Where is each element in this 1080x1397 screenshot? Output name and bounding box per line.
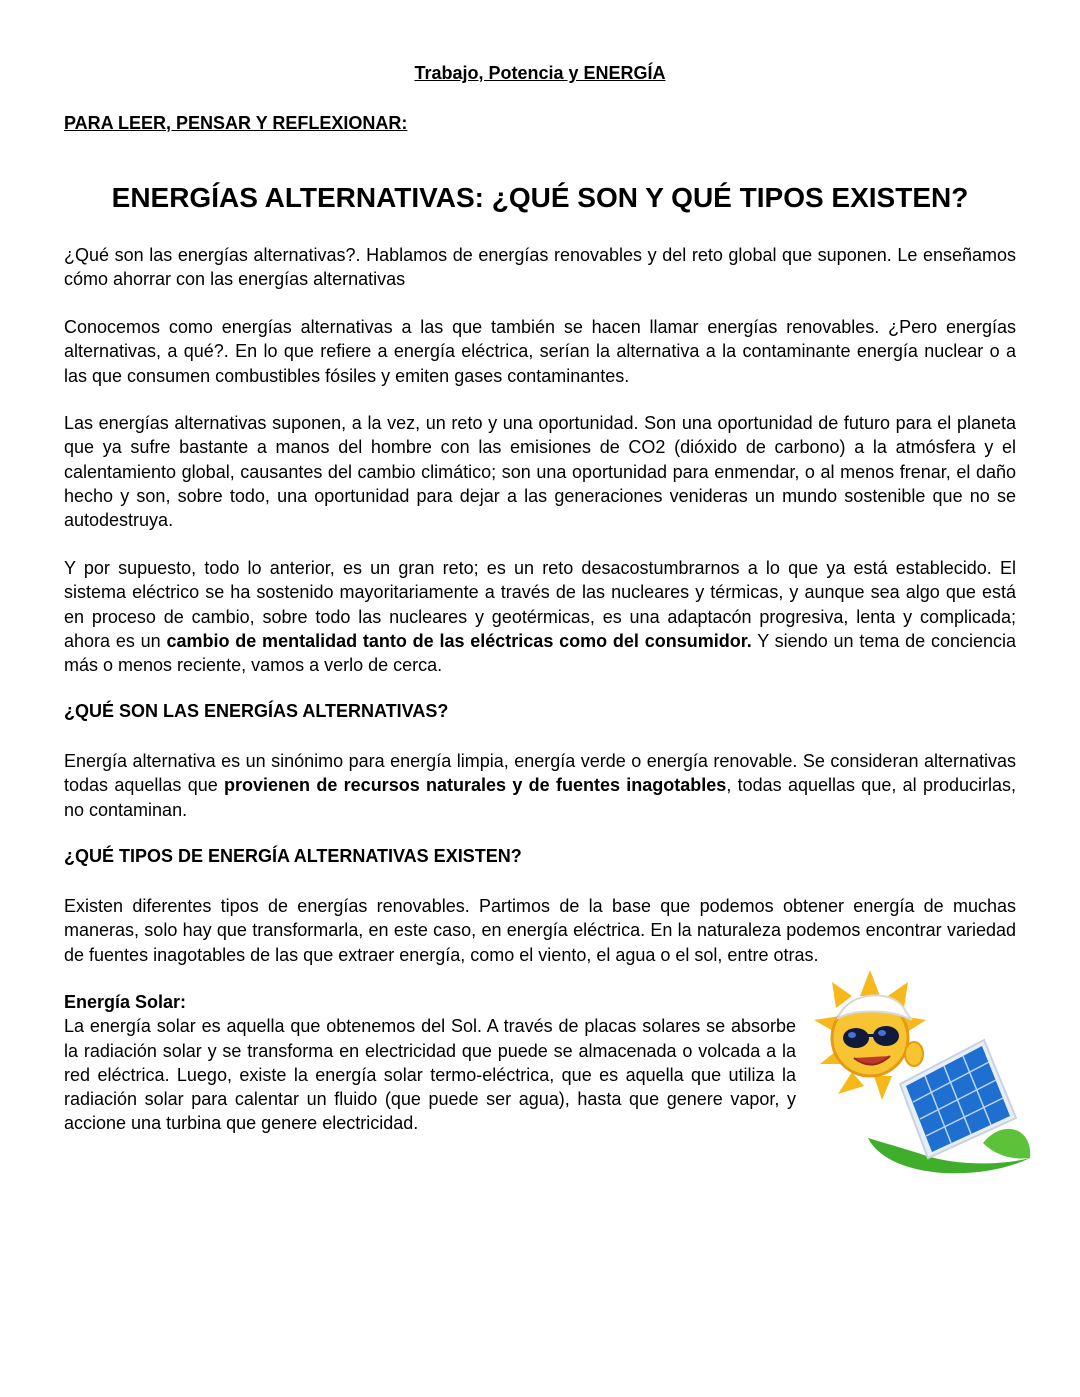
main-heading: ENERGÍAS ALTERNATIVAS: ¿QUÉ SON Y QUÉ TIPOS EXISTEN? <box>111 182 969 213</box>
sun-hand <box>905 1042 923 1066</box>
heading-types: ¿QUÉ TIPOS DE ENERGÍA ALTERNATIVAS EXISTEN? <box>64 846 522 866</box>
solar-energy-section <box>64 990 796 1136</box>
paragraph-synonym-emphasis: provienen de recursos naturales y de fuentes inagotables <box>224 775 727 796</box>
paragraph-change <box>64 556 1016 677</box>
leaf <box>983 1129 1030 1159</box>
solar-energy-text: La energía solar es aquella que obtenemos del Sol. A través de placas solares se absorbe la radiación solar y se transforma en electricidad que puede se almacenada o volcada a la red eléctrica. Luego, existe la energía solar termo-eléctrica, que es aquella que utiliza la radiación solar para calentar un fluido (que puede ser agua), hasta que genere vapor, y accione una turbina que genere electricidad. <box>64 1016 796 1134</box>
heading-what-are: ¿QUÉ SON LAS ENERGÍAS ALTERNATIVAS? <box>64 701 449 721</box>
paragraph-synonym-text-a: Energía alternativa es un sinónimo para energía limpia, energía verde o energía renovable. Se consideran alternativas todas aquellas que <box>64 751 1016 796</box>
intro-paragraph: ¿Qué son las energías alternativas?. Hablamos de energías renovables y del reto global que suponen. Le enseñamos cómo ahorrar con las energías alternativas <box>64 245 1016 290</box>
paragraph-change-text-a: Y por supuesto, todo lo anterior, es un gran reto; es un reto desacostumbrarnos a lo que ya está establecido. El sistema eléctrico se ha sostenido mayoritariamente a través de las nucleares y térmicas, y aunque sea algo que está en proceso de cambio, sobre todo las nucleares y geotérmicas, es una adaptacón progresiva, lenta y complicada; ahora es un <box>64 558 1016 651</box>
document-title: Trabajo, Potencia y ENERGÍA <box>414 63 666 83</box>
paragraph-change-text-b: Y siendo un tema de conciencia más o menos reciente, vamos a verlo de cerca. <box>64 630 1016 676</box>
paragraph-definition: Conocemos como energías alternativas a las que también se hacen llamar energías renovables. ¿Pero energías alternativas, a qué?. En lo que refiere a energía eléctrica, serían la alternativa a la contaminante energía nuclear o a las que consumen combustibles fósiles y emiten gases contaminantes. <box>64 317 1016 386</box>
paragraph-synonym <box>64 749 1016 822</box>
solar-energy-title: Energía Solar: <box>64 992 187 1012</box>
sun-solar-panel-icon <box>808 968 1038 1178</box>
paragraph-synonym-text-b: , todas aquellas que, al producirlas, no contaminan. <box>64 775 1016 820</box>
section-label: PARA LEER, PENSAR Y REFLEXIONAR: <box>64 113 408 133</box>
sun-solar-panel-illustration <box>808 968 1038 1178</box>
paragraph-challenge: Las energías alternativas suponen, a la vez, un reto y una oportunidad. Son una oportunidad de futuro para el planeta que ya sufre bastante a manos del hombre con las emisiones de CO2 (dióxido de carbono) a la atmósfera y el calentamiento global, causantes del cambio climático; son una oportunidad para enmendar, o al menos frenar, el daño hecho y son, sobre todo, una oportunidad para dejar a las generaciones venideras un mundo sostenible que no se autodestruya. <box>64 413 1016 531</box>
paragraph-types: Existen diferentes tipos de energías renovables. Partimos de la base que podemos obtener energía de muchas maneras, solo hay que transformarla, en este caso, en energía eléctrica. En la naturaleza podemos encontrar variedad de fuentes inagotables de las que extraer energía, como el viento, el agua o el sol, entre otras. <box>64 896 1016 965</box>
paragraph-change-emphasis: cambio de mentalidad tanto de las eléctricas como del consumidor. <box>166 630 752 651</box>
